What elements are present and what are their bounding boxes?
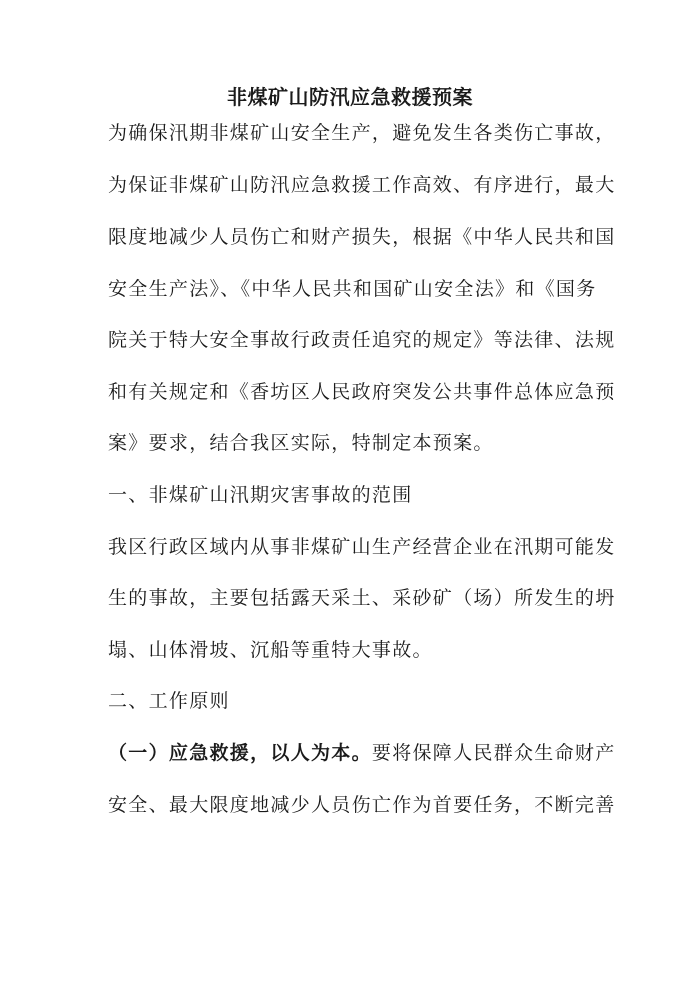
paragraph-line: 塌、山体滑坡、沉船等重特大事故。 xyxy=(108,639,433,661)
paragraph-line: 为确保汛期非煤矿山安全生产，避免发生各类伤亡事故， xyxy=(108,122,616,144)
paragraph-line: 安全、最大限度地减少人员伤亡作为首要任务，不断完善 xyxy=(108,794,616,816)
paragraph-line: 为保证非煤矿山防汛应急救援工作高效、有序进行，最大 xyxy=(108,174,616,196)
principle-one-heading: （一）应急救援，以人为本。 xyxy=(108,742,372,764)
document-title: 非煤矿山防汛应急救援预案 xyxy=(227,85,473,109)
section-heading-one: 一、非煤矿山汛期灾害事故的范围 xyxy=(108,484,413,506)
paragraph-line: 生的事故，主要包括露天采土、采砂矿（场）所发生的坍 xyxy=(108,587,616,609)
principle-one-text: 要将保障人民群众生命财产 xyxy=(371,742,616,764)
paragraph-line: 限度地减少人员伤亡和财产损失，根据《中华人民共和国 xyxy=(108,226,616,248)
paragraph-line: 我区行政区域内从事非煤矿山生产经营企业在汛期可能发 xyxy=(108,536,616,558)
paragraph-line: 和有关规定和《香坊区人民政府突发公共事件总体应急预 xyxy=(108,381,616,403)
section-heading-two: 二、工作原则 xyxy=(108,690,230,712)
principle-one-line xyxy=(108,738,616,768)
paragraph-line: 案》要求，结合我区实际，特制定本预案。 xyxy=(108,432,494,454)
paragraph-line: 院关于特大安全事故行政责任追究的规定》等法律、法规 xyxy=(108,329,616,351)
paragraph-line: 安全生产法》、《中华人民共和国矿山安全法》和《国务 xyxy=(108,278,597,300)
